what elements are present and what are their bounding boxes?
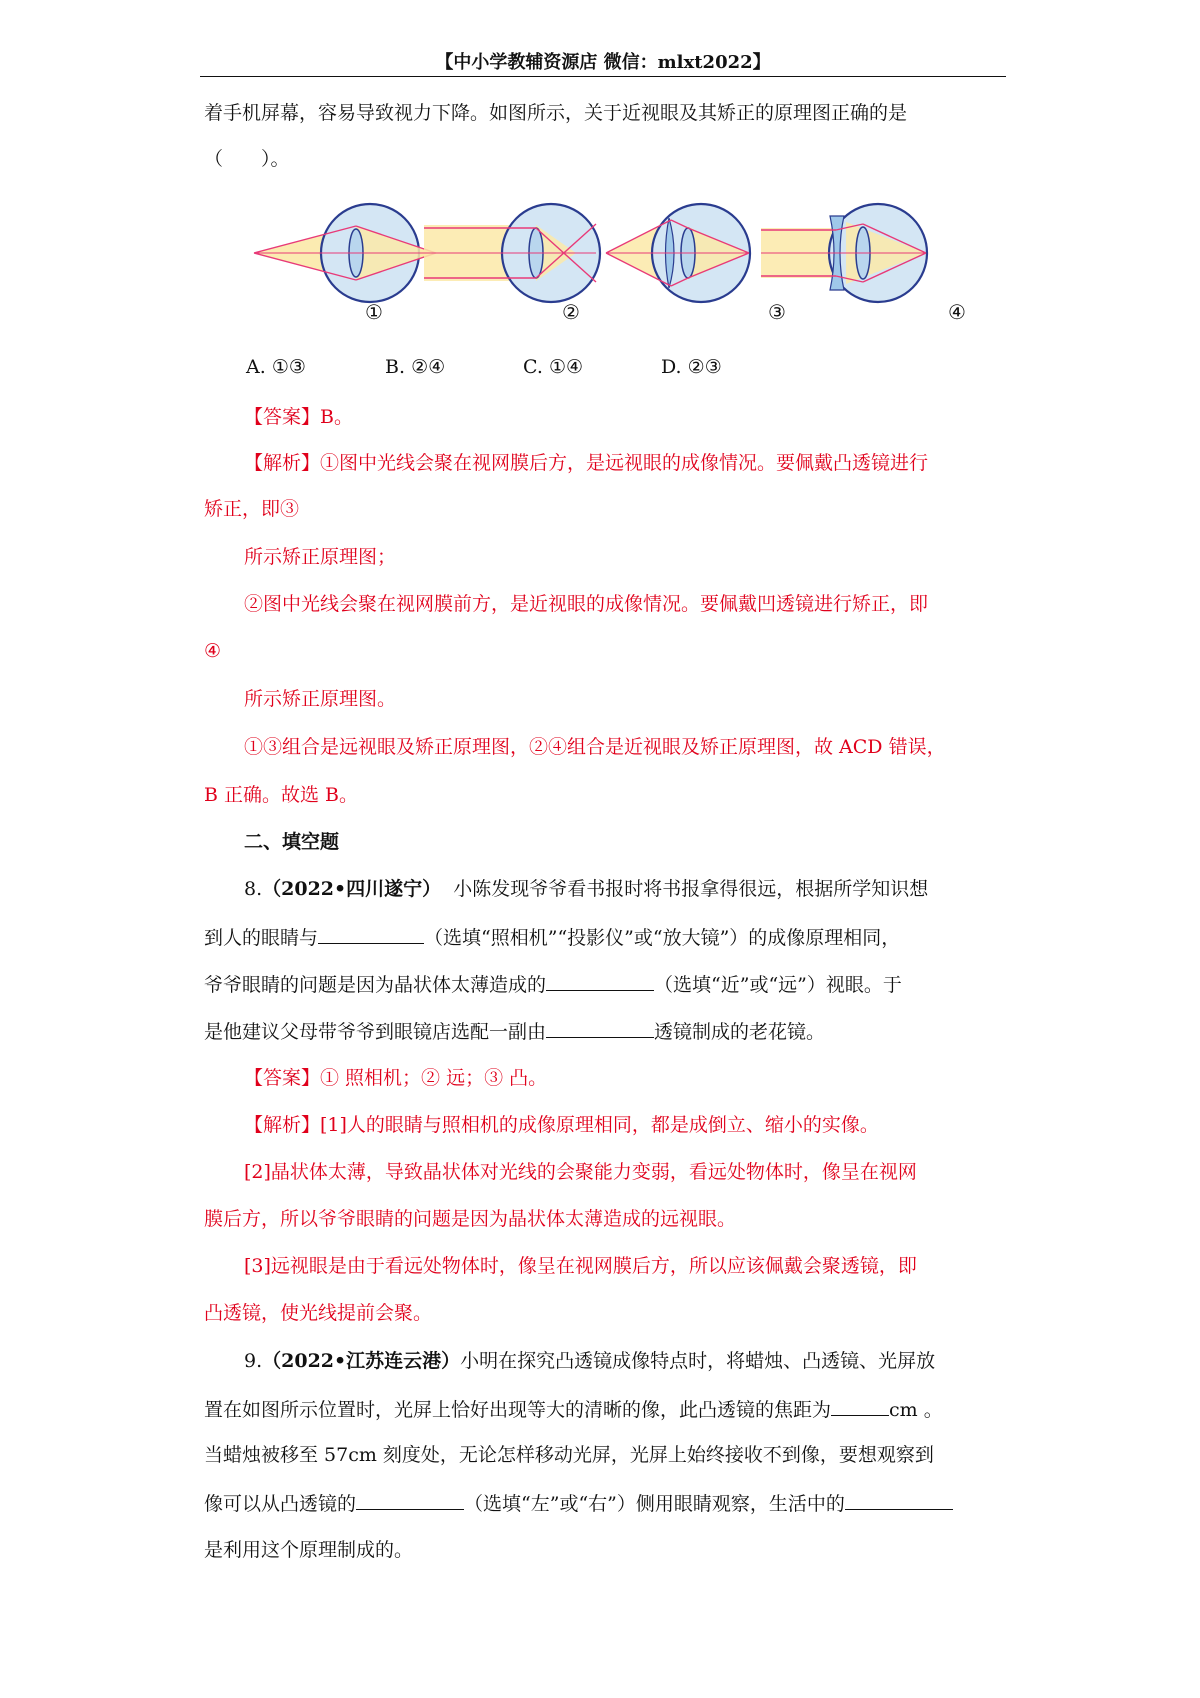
q8-answer [244,1063,1008,1093]
eye-diagram-1 [254,204,436,302]
q7-answer-tag: 【答案】 [244,406,321,428]
q8-line-4 [204,1015,1008,1047]
q8-analysis-2: [2]晶状体太薄，导致晶状体对光线的会聚能力变弱，看远处物体时，像呈在视网 [244,1161,917,1183]
q9-line-2 [204,1393,1008,1425]
eye-diagram-3 [606,204,750,302]
q9-number: 9. [244,1350,263,1372]
q7-analysis-text-1: ①图中光线会聚在视网膜后方，是远视眼的成像情况。要佩戴凸透镜进行 [320,452,929,474]
q7-line-1: 着手机屏幕，容易导致视力下降。如图所示，关于近视眼及其矫正的原理图正确的是 [204,102,908,124]
option-c [523,356,583,378]
q8-analysis-3: 膜后方，所以爷爷眼睛的问题是因为晶状体太薄造成的远视眼。 [204,1208,737,1230]
q8-text-3b: （选填“近”或“远”）视眼。于 [654,974,902,996]
option-b-text: ②④ [411,356,446,378]
option-a-letter: A. [246,356,266,378]
q8-source: （2022•四川遂宁） [262,878,442,900]
option-b-letter: B. [385,356,406,378]
q7-analysis-tag: 【解析】 [244,452,321,474]
q7-answer-value: B。 [320,406,353,428]
q9-blank-1[interactable] [831,1393,889,1416]
q9-blank-3[interactable] [845,1487,953,1510]
q9-line-3: 当蜡烛被移至 57cm 刻度处，无论怎样移动光屏，光屏上始终接收不到像，要想观察到 [204,1444,934,1466]
q8-blank-3[interactable] [546,1015,654,1038]
q8-text-3a: 爷爷眼睛的问题是因为晶状体太薄造成的 [204,974,547,996]
q8-blank-2[interactable] [546,968,654,991]
section-title: 二、填空题 [244,831,340,853]
q8-text-4b: 透镜制成的老花镜。 [654,1021,826,1043]
option-c-letter: C. [523,356,543,378]
figure-label-3: ③ [768,300,786,324]
q8-text-1: 小陈发现爷爷看书报时将书报拿得很远，根据所学知识想 [453,878,929,900]
q8-number: 8. [244,878,263,900]
q9-text-4a: 像可以从凸透镜的 [204,1493,357,1515]
figure-label-4: ④ [948,300,966,324]
q9-blank-2[interactable] [356,1487,464,1510]
q8-line-1 [244,874,1008,904]
q8-analysis-1 [244,1110,1008,1140]
q8-answer-tag: 【答案】 [244,1067,321,1089]
eye-diagram-4 [761,204,927,302]
option-d [661,356,722,378]
q9-text-2a: 置在如图所示位置时，光屏上恰好出现等大的清晰的像，此凸透镜的焦距为 [204,1399,832,1421]
figure-label-1: ① [365,300,383,324]
q7-line-2: （ ）。 [204,148,290,170]
q8-text-2a: 到人的眼睛与 [204,927,319,949]
q9-text-1: 小明在探究凸透镜成像特点时，将蜡烛、凸透镜、光屏放 [460,1350,936,1372]
q8-text-4a: 是他建议父母带爷爷到眼镜店选配一副由 [204,1021,547,1043]
q7-answer [244,402,1008,432]
q9-source: （2022•江苏连云港） [262,1350,461,1372]
q9-line-1 [244,1346,1008,1376]
q8-blank-1[interactable] [318,921,424,944]
option-d-text: ②③ [687,356,722,378]
option-b [385,356,445,378]
figure-label-2: ② [562,300,580,324]
q7-analysis-3: 所示矫正原理图； [244,546,397,568]
q7-analysis-8: B 正确。故选 B。 [204,784,359,806]
q8-line-3 [204,968,1008,1000]
q9-text-2b: cm 。 [889,1399,943,1421]
q8-answer-value: ① 照相机；② 远；③ 凸。 [320,1067,548,1089]
q7-analysis-5: ④ [204,640,222,662]
q9-line-5: 是利用这个原理制成的。 [204,1539,414,1561]
q8-line-2 [204,921,1008,953]
q8-analysis-5: 凸透镜，使光线提前会聚。 [204,1302,433,1324]
option-a-text: ①③ [271,356,306,378]
q7-analysis-4: ②图中光线会聚在视网膜前方，是近视眼的成像情况。要佩戴凹透镜进行矫正，即 [244,593,929,615]
page-header: 【中小学教辅资源店 微信：mlxt2022】 [435,52,771,73]
option-d-letter: D. [661,356,682,378]
q8-text-2b: （选填“照相机”“投影仪”或“放大镜”）的成像原理相同， [424,927,901,949]
q7-analysis-7: ①③组合是远视眼及矫正原理图，②④组合是近视眼及矫正原理图，故 ACD 错误， [244,736,946,758]
q7-analysis-1 [244,448,1008,478]
q9-line-4 [204,1487,1008,1519]
q7-analysis-2: 矫正，即③ [204,498,300,520]
q9-text-4b: （选填“左”或“右”）侧用眼睛观察，生活中的 [464,1493,845,1515]
q8-analysis-4: [3]远视眼是由于看远处物体时，像呈在视网膜后方，所以应该佩戴会聚透镜，即 [244,1255,917,1277]
q8-analysis-text-1: [1]人的眼睛与照相机的成像原理相同，都是成倒立、缩小的实像。 [320,1114,879,1136]
header-rule [200,76,1006,77]
option-a [246,356,306,378]
eye-diagram-2 [424,204,600,302]
q7-analysis-6: 所示矫正原理图。 [244,688,397,710]
q8-analysis-tag: 【解析】 [244,1114,321,1136]
option-c-text: ①④ [548,356,584,378]
